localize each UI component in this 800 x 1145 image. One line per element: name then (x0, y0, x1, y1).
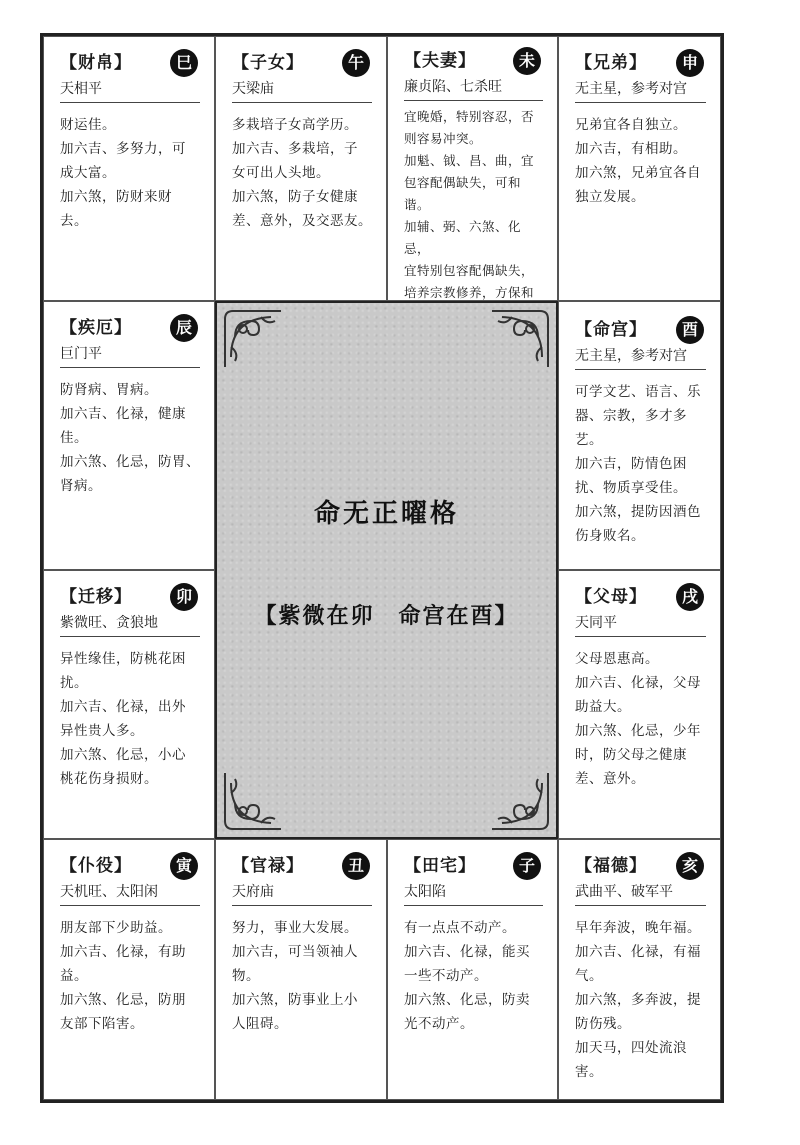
palace-line: 兄弟宜各自独立。 (575, 117, 687, 133)
palace-line: 谐。 (404, 197, 431, 212)
corner-ornament-icon (488, 769, 552, 833)
palace-star: 天机旺、太阳闲 (60, 882, 200, 906)
palace-title: 【子女】 (232, 53, 304, 73)
palace-line: 异性缘佳，防桃花困 (60, 651, 186, 667)
palace-star: 天同平 (575, 613, 706, 637)
palace-line: 独立发展。 (575, 189, 645, 205)
palace-line: 加六煞，提防因酒色 (575, 504, 701, 520)
palace-line: 加六煞、化忌，防胃、 (60, 454, 200, 470)
palace-qianyi (43, 570, 215, 839)
palace-line: 加六煞、化忌，小心 (60, 747, 186, 763)
palace-line: 器、宗教，多才多艺。 (575, 408, 687, 448)
branch-badge: 午 (342, 49, 370, 77)
palace-line: 气。 (575, 968, 603, 984)
palace-line: 财运佳。 (60, 117, 116, 133)
palace-title: 【疾厄】 (60, 318, 132, 338)
palace-line: 包容配偶缺失，可和 (404, 175, 522, 190)
palace-star: 天梁庙 (232, 79, 372, 103)
palace-line: 有一点点不动产。 (404, 920, 516, 936)
palace-line: 时，防父母之健康 (575, 747, 687, 763)
palace-line: 加六煞，多奔波，提 (575, 992, 701, 1008)
palace-line: 扰。 (60, 675, 88, 691)
palace-line: 宜晚婚，特别容忍，否 (404, 109, 535, 124)
palace-line: 害。 (575, 1064, 603, 1080)
palace-star: 廉贞陷、七杀旺 (404, 77, 543, 101)
palace-line: 物。 (232, 968, 260, 984)
palace-line: 加六吉，可当领袖人 (232, 944, 358, 960)
palace-line: 加六吉、化禄，有福 (575, 944, 701, 960)
branch-badge: 寅 (170, 852, 198, 880)
palace-guanlu (215, 839, 387, 1100)
palace-line: 可学文艺、语言、乐 (575, 384, 701, 400)
palace-title: 【福德】 (575, 856, 647, 876)
center-panel (215, 301, 558, 839)
palace-line: 加魁、钺、昌、曲，宜 (404, 153, 535, 168)
palace-fude (558, 839, 721, 1100)
palace-fuqi (387, 36, 558, 301)
palace-ming (558, 301, 721, 570)
palace-star: 无主星，参考对宫 (575, 79, 706, 103)
palace-line: 加六吉、化禄，有助 (60, 944, 186, 960)
palace-xiongdi (558, 36, 721, 301)
palace-title: 【财帛】 (60, 53, 132, 73)
branch-badge: 辰 (170, 314, 198, 342)
palace-jie (43, 301, 215, 570)
palace-line: 加六吉、化禄，能买 (404, 944, 530, 960)
palace-line: 助益大。 (575, 699, 631, 715)
branch-badge: 丑 (342, 852, 370, 880)
palace-line: 差、意外。 (575, 771, 645, 787)
palace-line: 友部下陷害。 (60, 1016, 144, 1032)
corner-ornament-icon (221, 307, 285, 371)
branch-badge: 戌 (676, 583, 704, 611)
chart-board (40, 33, 724, 1103)
palace-title: 【官禄】 (232, 856, 304, 876)
palace-line: 培养宗教修养，方保和 (404, 285, 535, 300)
palace-line: 伤身败名。 (575, 528, 645, 544)
palace-line: 扰、物质享受佳。 (575, 480, 687, 496)
palace-line: 加六吉、化禄，父母 (575, 675, 701, 691)
palace-star: 紫微旺、贪狼地 (60, 613, 200, 637)
palace-line: 加天马，四处流浪 (575, 1040, 687, 1056)
palace-tianzhai (387, 839, 558, 1100)
palace-line: 桃花伤身损财。 (60, 771, 158, 787)
palace-line: 加六煞、化忌，少年 (575, 723, 701, 739)
branch-badge: 申 (676, 49, 704, 77)
palace-title: 【夫妻】 (404, 51, 476, 71)
palace-line: 早年奔波，晚年福。 (575, 920, 701, 936)
palace-line: 加六吉，有相助。 (575, 141, 687, 157)
palace-line: 多栽培子女高学历。 (232, 117, 358, 133)
palace-line: 成大富。 (60, 165, 116, 181)
palace-star: 天相平 (60, 79, 200, 103)
palace-line: 去。 (60, 213, 88, 229)
palace-line: 加六吉、多努力，可 (60, 141, 186, 157)
palace-line: 加六煞、化忌，防朋 (60, 992, 186, 1008)
palace-line: 加六吉、化禄，健康 (60, 406, 186, 422)
chart-subtitle: 【紫微在卯 命宫在酉】 (254, 603, 519, 629)
palace-line: 加六煞、化忌，防卖 (404, 992, 530, 1008)
palace-line: 加六煞，兄弟宜各自 (575, 165, 701, 181)
palace-star: 无主星，参考对宫 (575, 346, 706, 370)
palace-zinu (215, 36, 387, 301)
palace-line: 加辅、弼、六煞、化忌， (404, 219, 522, 256)
palace-star: 太阳陷 (404, 882, 543, 906)
palace-line: 加六吉、多栽培，子 (232, 141, 358, 157)
palace-caibo (43, 36, 215, 301)
palace-line: 加六煞，防财来财 (60, 189, 172, 205)
palace-line: 朋友部下少助益。 (60, 920, 172, 936)
palace-line: 加六吉，防情色困 (575, 456, 687, 472)
palace-line: 父母恩惠高。 (575, 651, 659, 667)
palace-title: 【仆役】 (60, 856, 132, 876)
palace-line: 人阻碍。 (232, 1016, 288, 1032)
branch-badge: 子 (513, 852, 541, 880)
branch-badge: 未 (513, 47, 541, 75)
palace-star: 天府庙 (232, 882, 372, 906)
palace-line: 佳。 (60, 430, 88, 446)
branch-badge: 巳 (170, 49, 198, 77)
palace-title: 【迁移】 (60, 587, 132, 607)
palace-puyi (43, 839, 215, 1100)
palace-line: 宜特别包容配偶缺失， (404, 263, 535, 278)
palace-line: 异性贵人多。 (60, 723, 144, 739)
palace-title: 【兄弟】 (575, 53, 647, 73)
palace-star: 巨门平 (60, 344, 200, 368)
palace-line: 加六吉、化禄，出外 (60, 699, 186, 715)
palace-line: 一些不动产。 (404, 968, 488, 984)
corner-ornament-icon (488, 307, 552, 371)
palace-title: 【命宫】 (575, 320, 647, 340)
palace-title: 【父母】 (575, 587, 647, 607)
palace-line: 差、意外，及交恶友。 (232, 213, 372, 229)
branch-badge: 酉 (676, 316, 704, 344)
chart-title: 命无正曜格 (313, 499, 459, 529)
palace-fumu (558, 570, 721, 839)
palace-line: 则容易冲突。 (404, 131, 483, 146)
palace-star: 武曲平、破军平 (575, 882, 706, 906)
palace-line: 防肾病、胃病。 (60, 382, 158, 398)
palace-line: 努力，事业大发展。 (232, 920, 358, 936)
palace-line: 女可出人头地。 (232, 165, 330, 181)
palace-line: 加六煞，防子女健康 (232, 189, 358, 205)
palace-line: 加六煞，防事业上小 (232, 992, 358, 1008)
palace-line: 防伤残。 (575, 1016, 631, 1032)
palace-line: 肾病。 (60, 478, 102, 494)
palace-line: 益。 (60, 968, 88, 984)
branch-badge: 亥 (676, 852, 704, 880)
corner-ornament-icon (221, 769, 285, 833)
branch-badge: 卯 (170, 583, 198, 611)
palace-line: 光不动产。 (404, 1016, 474, 1032)
palace-title: 【田宅】 (404, 856, 476, 876)
